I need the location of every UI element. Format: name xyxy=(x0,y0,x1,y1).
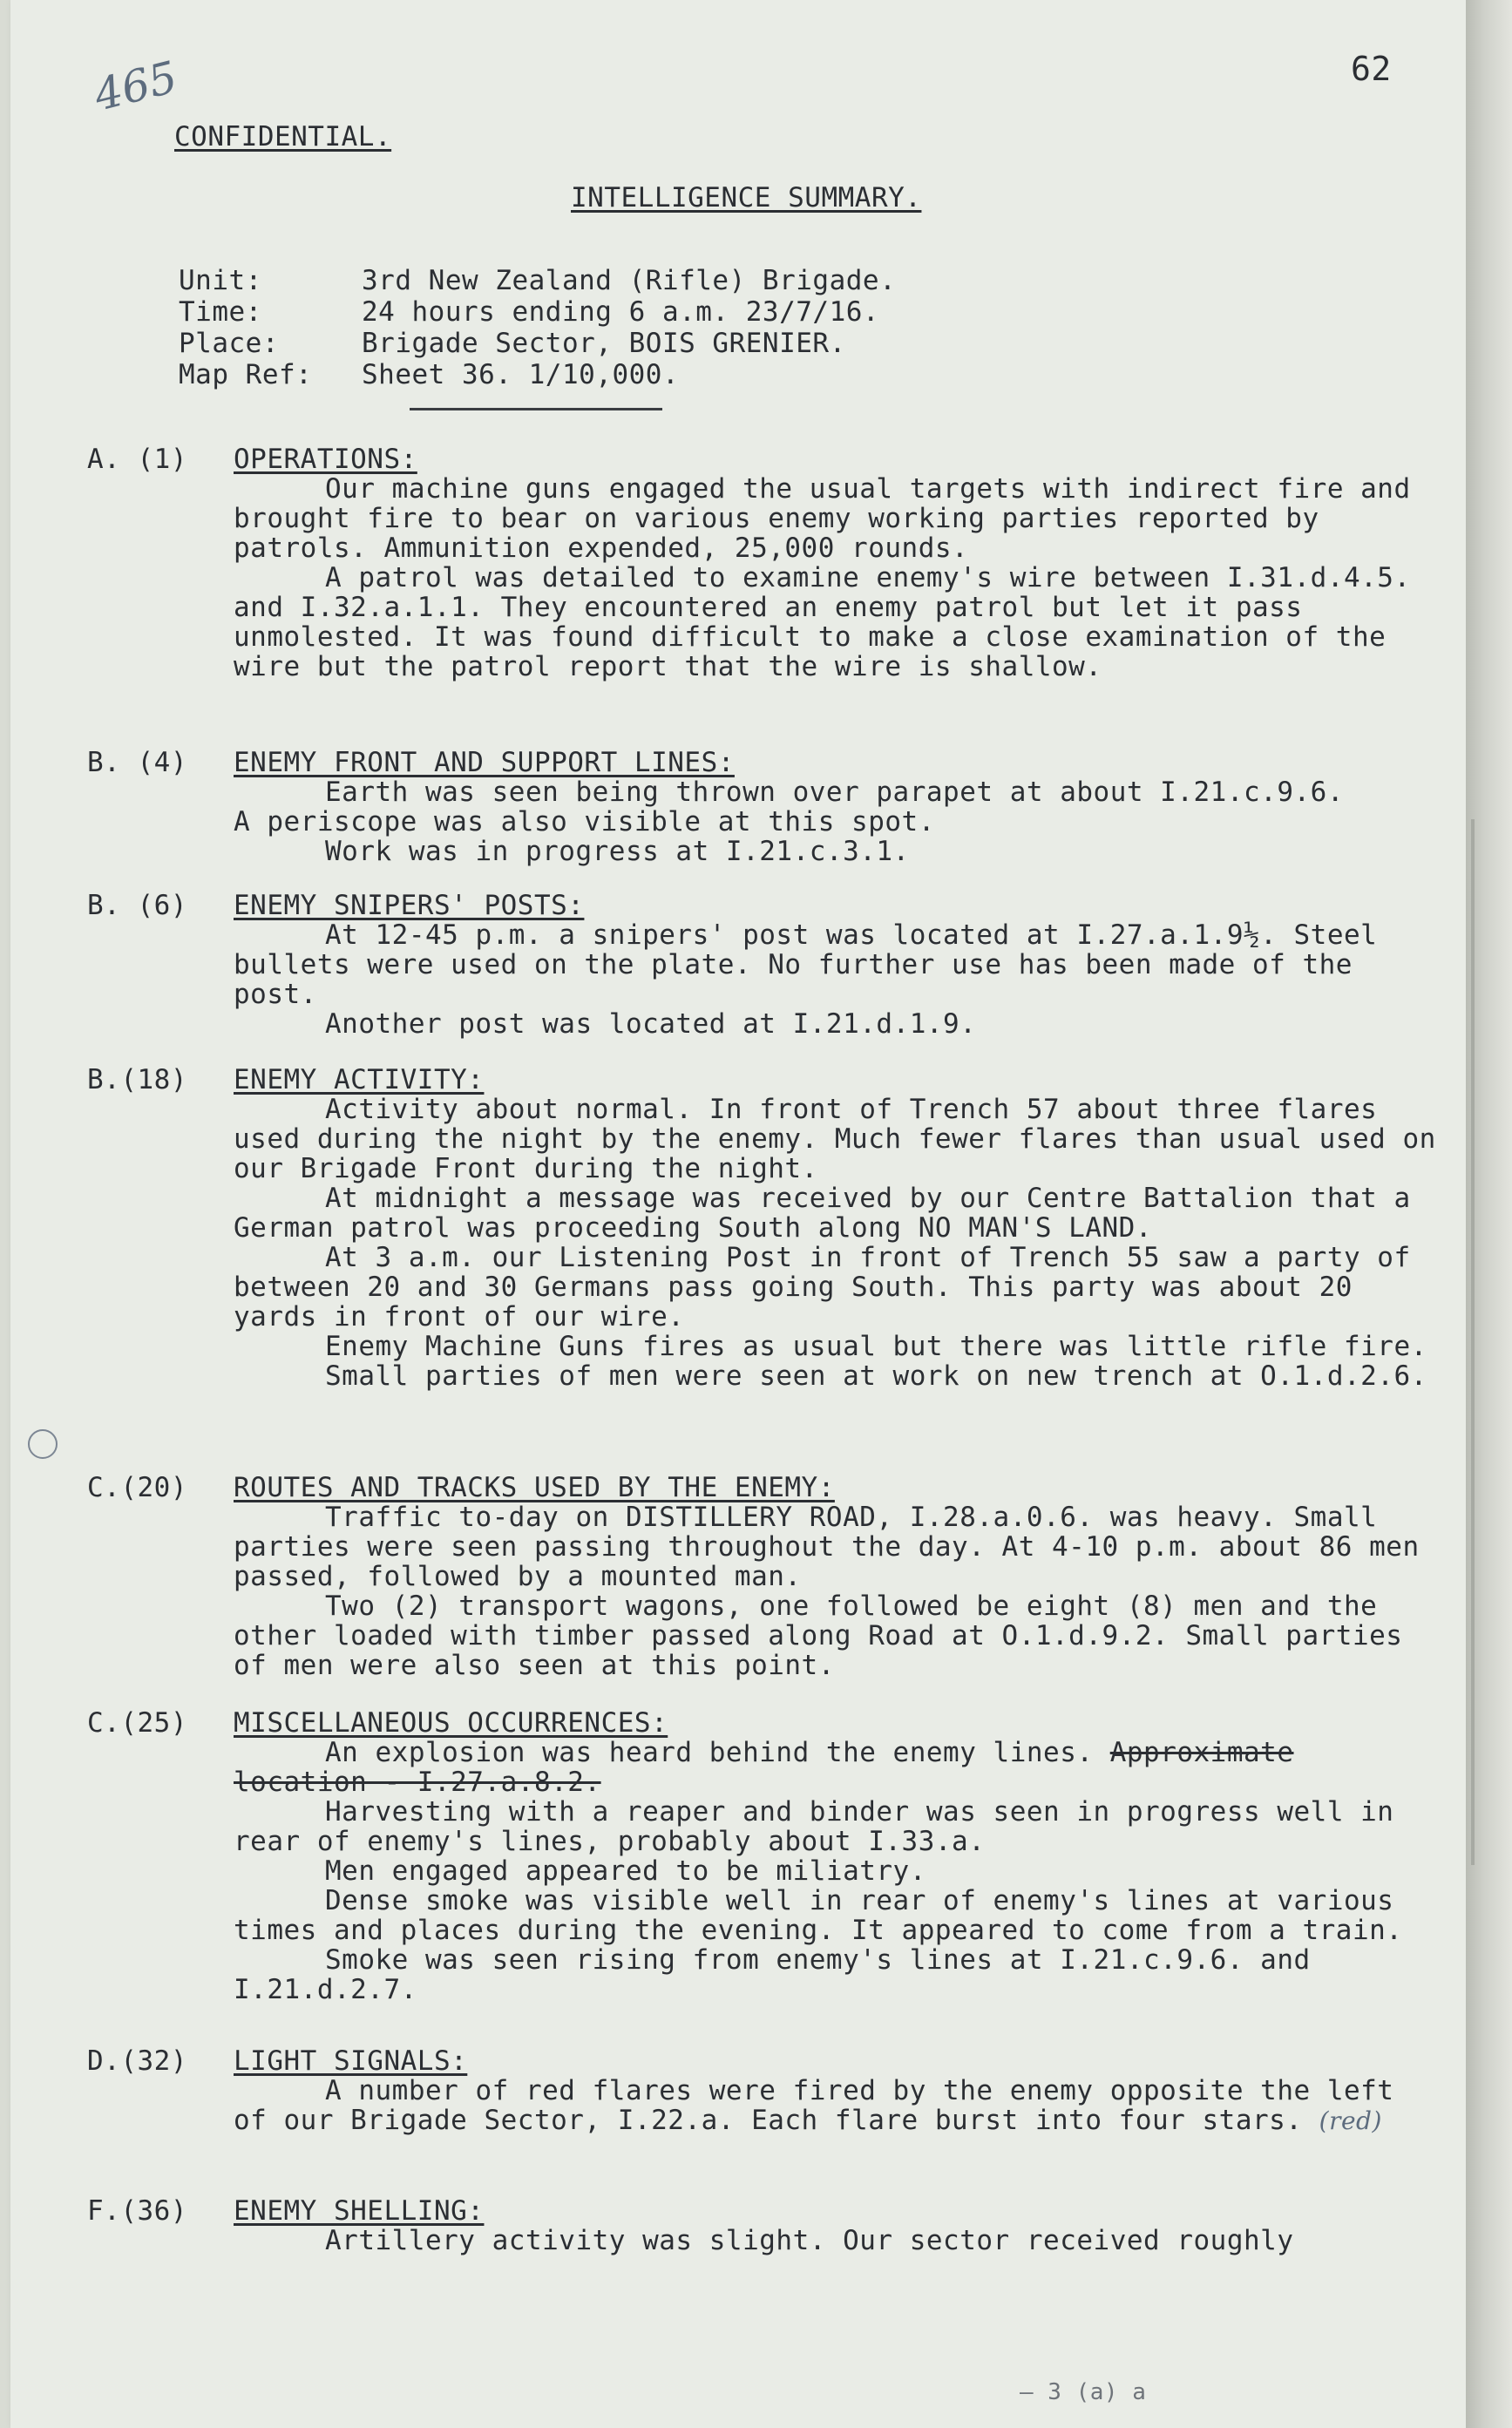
section-heading: ENEMY SHELLING: xyxy=(234,2195,485,2227)
section-heading: ROUTES AND TRACKS USED BY THE ENEMY: xyxy=(234,1472,835,1503)
section-paragraph: At midnight a message was received by our Centre Battalion that a German patrol was proceeding South along NO MAN'S LAND. xyxy=(234,1183,1411,1244)
section-enemy-shelling xyxy=(234,2196,1436,2255)
section-routes-and-tracks xyxy=(234,1473,1436,1680)
header-value: 24 hours ending 6 a.m. 23/7/16. xyxy=(362,296,880,328)
section-paragraph: At 3 a.m. our Listening Post in front of Trench 55 saw a party of between 20 and 30 Germans pass going South. This party was about 20 yards in front of our wire. xyxy=(234,1242,1411,1333)
section-paragraph: Enemy Machine Guns fires as usual but there was little rifle fire. xyxy=(325,1331,1427,1362)
section-ref: B. (4) xyxy=(87,747,187,778)
header-row-unit xyxy=(179,266,896,297)
page-fold-mark xyxy=(1471,819,1475,1865)
header-value: Sheet 36. 1/10,000. xyxy=(362,359,680,390)
header-block xyxy=(179,266,896,391)
classification-label: CONFIDENTIAL. xyxy=(174,121,392,153)
margin-ring-mark xyxy=(28,1429,58,1459)
section-paragraph: At 12-45 p.m. a snipers' post was located at I.27.a.1.9½. Steel bullets were used on the plate. No further use has been made of the post. xyxy=(234,919,1378,1010)
footer-fragment: — 3 (a) a xyxy=(1020,2379,1147,2405)
header-row-map-ref xyxy=(179,360,896,391)
section-heading: OPERATIONS: xyxy=(234,444,417,475)
explosion-text: An explosion was heard behind the enemy lines. xyxy=(325,1737,1094,1768)
header-label: Unit: xyxy=(179,265,262,296)
section-paragraph xyxy=(234,1738,1436,1797)
section-enemy-snipers-posts xyxy=(234,891,1436,1039)
section-enemy-front-lines xyxy=(234,748,1436,866)
section-light-signals xyxy=(234,2046,1436,2136)
section-operations xyxy=(234,444,1436,682)
section-heading: MISCELLANEOUS OCCURRENCES: xyxy=(234,1707,668,1739)
section-paragraph: Small parties of men were seen at work on new trench at O.1.d.2.6. xyxy=(325,1360,1427,1392)
handwritten-annotation: (red) xyxy=(1319,2106,1382,2135)
section-heading: ENEMY FRONT AND SUPPORT LINES: xyxy=(234,747,735,778)
section-ref: C.(20) xyxy=(87,1472,187,1503)
section-paragraph: Men engaged appeared to be miliatry. xyxy=(325,1855,926,1887)
section-heading: ENEMY SNIPERS' POSTS: xyxy=(234,890,585,921)
section-ref: B. (6) xyxy=(87,890,187,921)
section-miscellaneous xyxy=(234,1708,1436,2004)
header-label: Time: xyxy=(179,296,262,328)
section-paragraph: Artillery activity was slight. Our sector received roughly xyxy=(325,2225,1294,2256)
section-heading: LIGHT SIGNALS: xyxy=(234,2045,468,2077)
section-ref: C.(25) xyxy=(87,1707,187,1739)
section-paragraph: Activity about normal. In front of Trench 57 about three flares used during the night by the enemy. Much fewer flares than usual used on our Brigade Front during the night. xyxy=(234,1094,1436,1184)
section-paragraph: Work was in progress at I.21.c.3.1. xyxy=(325,836,910,867)
section-ref: A. (1) xyxy=(87,444,187,475)
header-label: Map Ref: xyxy=(179,359,313,390)
section-paragraph: Smoke was seen rising from enemy's lines at I.21.c.9.6. and I.21.d.2.7. xyxy=(234,1944,1311,2005)
header-row-place xyxy=(179,329,896,360)
section-heading: ENEMY ACTIVITY: xyxy=(234,1064,485,1095)
header-value: 3rd New Zealand (Rifle) Brigade. xyxy=(362,265,897,296)
section-ref: B.(18) xyxy=(87,1064,187,1095)
section-paragraph: Traffic to-day on DISTILLERY ROAD, I.28.a.0.6. was heavy. Small parties were seen passing throughout the day. At 4-10 p.m. about 86 men passed, followed by a mounted man. xyxy=(234,1502,1420,1592)
section-paragraph: Harvesting with a reaper and binder was seen in progress well in rear of enemy's lines, probably about I.33.a. xyxy=(234,1796,1394,1857)
header-row-time xyxy=(179,297,896,329)
document-title: INTELLIGENCE SUMMARY. xyxy=(571,182,922,214)
section-enemy-activity xyxy=(234,1065,1436,1391)
section-paragraph: Another post was located at I.21.d.1.9. xyxy=(325,1008,977,1040)
section-paragraph xyxy=(234,2076,1436,2136)
section-paragraph: Two (2) transport wagons, one followed be eight (8) men and the other loaded with timber passed along Road at O.1.d.9.2. Small parties of men were also seen at this point. xyxy=(234,1590,1403,1681)
section-ref: D.(32) xyxy=(87,2045,187,2077)
header-divider xyxy=(410,408,662,410)
header-label: Place: xyxy=(179,328,279,359)
section-paragraph: Earth was seen being thrown over parapet at about I.21.c.9.6. xyxy=(325,777,1344,808)
section-paragraph: A periscope was also visible at this spot. xyxy=(234,806,935,838)
section-ref: F.(36) xyxy=(87,2195,187,2227)
struck-through-text: Approximate location - I.27.a.8.2. xyxy=(234,1737,1294,1798)
handwritten-folio-number: 465 xyxy=(89,51,183,121)
section-paragraph: Our machine guns engaged the usual targets with indirect fire and brought fire to bear on various enemy working parties reported by patrols. Ammunition expended, 25,000 rounds. xyxy=(234,473,1411,564)
light-signals-text: A number of red flares were fired by the enemy opposite the left of our Brigade Sector, I.22.a. Each flare burst into four stars. xyxy=(234,2075,1394,2136)
header-value: Brigade Sector, BOIS GRENIER. xyxy=(362,328,846,359)
page-number: 62 xyxy=(1351,50,1392,88)
section-paragraph: A patrol was detailed to examine enemy's wire between I.31.d.4.5. and I.32.a.1.1. They encountered an enemy patrol but let it pass unmolested. It was found difficult to make a close examination of the wire but the patrol report that the wire is shallow. xyxy=(234,562,1411,682)
section-paragraph: Dense smoke was visible well in rear of enemy's lines at various times and places during the evening. It appeared to come from a train. xyxy=(234,1885,1403,1946)
